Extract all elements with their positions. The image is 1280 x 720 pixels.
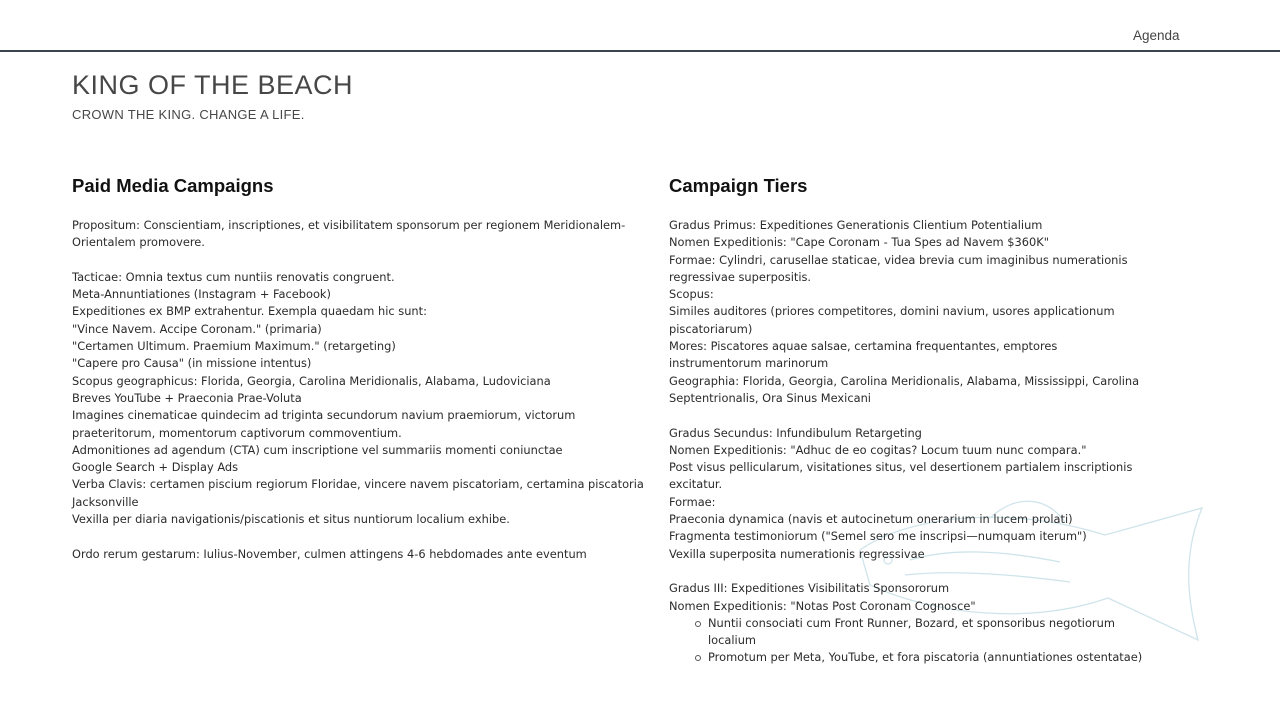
- tier-line: Praeconia dynamica (navis et autocinetum onerarium in lucem prolati): [669, 512, 1073, 527]
- list-item: Meta-Annuntiationes (Instagram + Facebook): [72, 287, 331, 302]
- tier-line: Formae:: [669, 494, 716, 509]
- tier-line: Post visus pellicularum, visitationes situs, vel desertionem partialem inscriptionis excitatur.: [669, 460, 1133, 492]
- tier-line: Gradus III: Expeditiones Visibilitatis Sponsororum: [669, 581, 950, 596]
- list-item: "Certamen Ultimum. Praemium Maximum." (retargeting): [72, 339, 396, 354]
- list-item: Tacticae: Omnia textus cum nuntiis renovatis congruent.: [72, 269, 395, 284]
- tier-line: Gradus Secundus: Infundibulum Retargeting: [669, 425, 922, 440]
- tier-line: Scopus:: [669, 287, 714, 302]
- list-item: Verba Clavis: certamen piscium regiorum Floridae, vincere navem piscatoriam, certamina piscatoria Jacksonville: [72, 477, 644, 509]
- list-item: Expeditiones ex BMP extrahentur. Exempla quaedam hic sunt:: [72, 304, 427, 319]
- tier-line: Geographia: Florida, Georgia, Carolina Meridionalis, Alabama, Mississippi, Carolina Septentrionalis, Ora Sinus Mexicani: [669, 373, 1140, 405]
- paid-media-heading: Paid Media Campaigns: [72, 175, 274, 196]
- tier-line: Nomen Expeditionis: "Cape Coronam - Tua Spes ad Navem $360K": [669, 235, 1049, 250]
- list-item: Google Search + Display Ads: [72, 460, 239, 475]
- tier-line: Fragmenta testimoniorum ("Semel sero me inscripsi—numquam iterum"): [669, 529, 1087, 544]
- list-item: Imagines cinematicae quindecim ad triginta secundorum navium praemiorum, victorum praeteritorum, momentorum captivorum commoventium.: [72, 408, 576, 440]
- tier-line: Similes auditores (priores competitores, domini navium, usores applicationum piscatoriarum): [669, 304, 1115, 336]
- list-item: "Capere pro Causa" (in missione intentus): [72, 356, 312, 371]
- brand-tagline: CROWN THE KING. CHANGE A LIFE.: [72, 107, 305, 122]
- list-item: Scopus geographicus: Florida, Georgia, Carolina Meridionalis, Alabama, Ludoviciana: [72, 373, 551, 388]
- tier-line: Mores: Piscatores aquae salsae, certamina frequentantes, emptores instrumentorum marinorum: [669, 339, 1058, 371]
- tier-bullet: Nuntii consociati cum Front Runner, Bozard, et sponsoribus negotiorum localium: [669, 615, 1149, 650]
- list-item: Admonitiones ad agendum (CTA) cum inscriptione vel summariis momenti coniunctae: [72, 442, 563, 457]
- tier-line: Formae: Cylindri, carusellae staticae, videa brevia cum imaginibus numerationis regressivae superpositis.: [669, 252, 1128, 284]
- header-divider: [0, 50, 1280, 52]
- list-item: "Vince Navem. Accipe Coronam." (primaria): [72, 321, 322, 336]
- list-item: Vexilla per diaria navigationis/piscationis et situs nuntiorum localium exhibe.: [72, 512, 510, 527]
- tier-line: Nomen Expeditionis: "Notas Post Coronam Cognosce": [669, 598, 976, 613]
- campaign-tiers-section: [669, 175, 1149, 667]
- tier-line: Vexilla superposita numerationis regressivae: [669, 546, 925, 561]
- tier-line: Gradus Primus: Expeditiones Generationis Clientium Potentialium: [669, 218, 1043, 232]
- tier-line: Nomen Expeditionis: "Adhuc de eo cogitas? Locum tuum nunc compara.": [669, 442, 1087, 457]
- timeline-text: Ordo rerum gestarum: Iulius-November, culmen attingens 4-6 hebdomades ante eventum: [72, 546, 587, 561]
- nav-agenda-link[interactable]: Agenda: [1133, 28, 1180, 43]
- tier-bullet: Promotum per Meta, YouTube, et fora piscatoria (annuntiationes ostentatae): [669, 649, 1149, 666]
- list-item: Breves YouTube + Praeconia Prae-Voluta: [72, 390, 302, 405]
- propositum-text: Propositum: Conscientiam, inscriptiones, et visibilitatem sponsorum per regionem Meridionalem-Orientalem promovere.: [72, 218, 626, 250]
- brand-title: KING OF THE BEACH: [72, 70, 354, 100]
- paid-media-section: [72, 175, 647, 563]
- campaign-tiers-heading: Campaign Tiers: [669, 175, 808, 196]
